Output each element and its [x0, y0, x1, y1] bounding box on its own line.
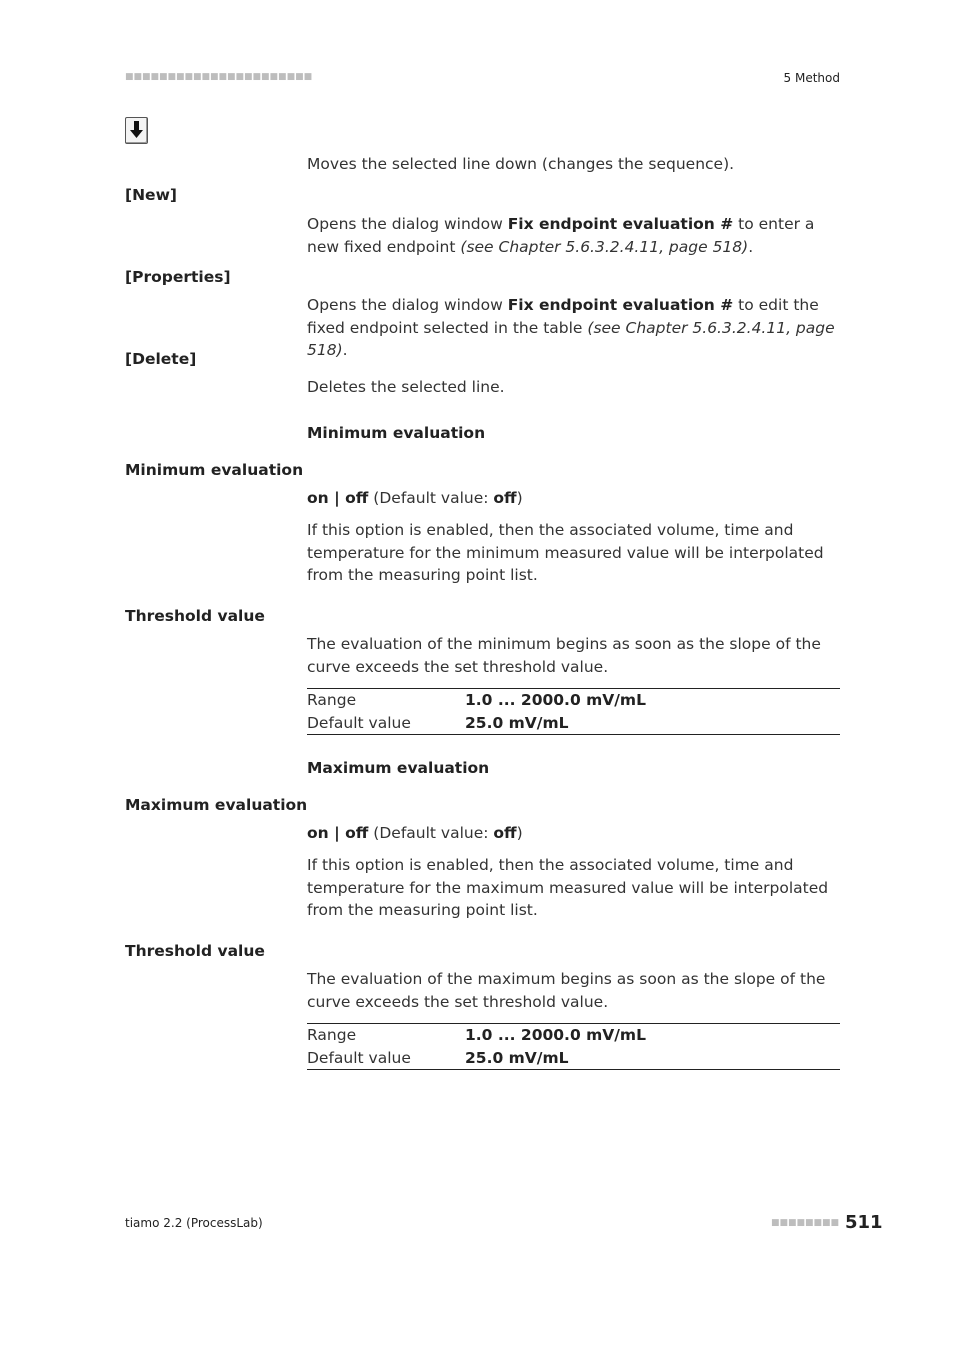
table-key: Range: [307, 1026, 357, 1044]
new-button-label: [New]: [125, 186, 177, 204]
minimum-options: on | off (Default value: off): [307, 489, 523, 507]
new-description: Opens the dialog window Fix endpoint evaluation # to enter a new fixed endpoint (see Chapter 5.6.3.2.4.11, page 518).: [307, 215, 815, 256]
table-key: Default value: [307, 713, 411, 732]
maximum-threshold-description: The evaluation of the maximum begins as soon as the slope of the curve exceeds the set threshold value.: [307, 970, 826, 1011]
table-value: 1.0 ... 2000.0 mV/mL: [465, 691, 646, 709]
delete-button-label: [Delete]: [125, 350, 197, 368]
properties-button-label: [Properties]: [125, 268, 231, 286]
table-row: [307, 689, 840, 712]
minimum-threshold-description: The evaluation of the minimum begins as soon as the slope of the curve exceeds the set threshold value.: [307, 635, 821, 676]
arrow-down-icon[interactable]: [125, 117, 148, 144]
footer-decoration: ■■■■■■■■: [771, 1218, 840, 1228]
maximum-description: If this option is enabled, then the associated volume, time and temperature for the maximum measured value will be interpolated from the measuring point list.: [307, 856, 829, 919]
maximum-options: on | off (Default value: off): [307, 824, 523, 842]
maximum-section-title: Maximum evaluation: [307, 759, 490, 777]
chapter-reference[interactable]: (see Chapter 5.6.3.2.4.11, page 518): [460, 237, 749, 256]
header-decoration: ■■■■■■■■■■■■■■■■■■■■■■: [125, 72, 313, 82]
table-row: [307, 712, 840, 735]
minimum-threshold-table: [307, 688, 840, 735]
minimum-threshold-label: Threshold value: [125, 607, 265, 625]
maximum-threshold-label: Threshold value: [125, 942, 265, 960]
minimum-param-label: Minimum evaluation: [125, 461, 304, 479]
table-value: 25.0 mV/mL: [465, 713, 569, 732]
page-number: 511: [845, 1212, 883, 1233]
chapter-title: 5 Method: [783, 71, 840, 85]
table-value: 1.0 ... 2000.0 mV/mL: [465, 1026, 646, 1044]
table-value: 25.0 mV/mL: [465, 1048, 569, 1067]
footer-product: tiamo 2.2 (ProcessLab): [125, 1216, 263, 1230]
table-key: Default value: [307, 1048, 411, 1067]
delete-description: Deletes the selected line.: [307, 378, 505, 396]
maximum-threshold-table: [307, 1023, 840, 1070]
table-row: [307, 1047, 840, 1070]
table-row: [307, 1024, 840, 1047]
minimum-section-title: Minimum evaluation: [307, 424, 486, 442]
maximum-param-label: Maximum evaluation: [125, 796, 308, 814]
move-down-description: Moves the selected line down (changes the sequence).: [307, 155, 735, 173]
minimum-description: If this option is enabled, then the associated volume, time and temperature for the minimum measured value will be interpolated from the measuring point list.: [307, 521, 824, 584]
chapter-reference[interactable]: (see Chapter 5.6.3.2.4.11, page 518): [307, 318, 835, 359]
table-key: Range: [307, 691, 357, 709]
properties-description: Opens the dialog window Fix endpoint evaluation # to edit the fixed endpoint selected in the table (see Chapter 5.6.3.2.4.11, page 518).: [307, 296, 835, 359]
